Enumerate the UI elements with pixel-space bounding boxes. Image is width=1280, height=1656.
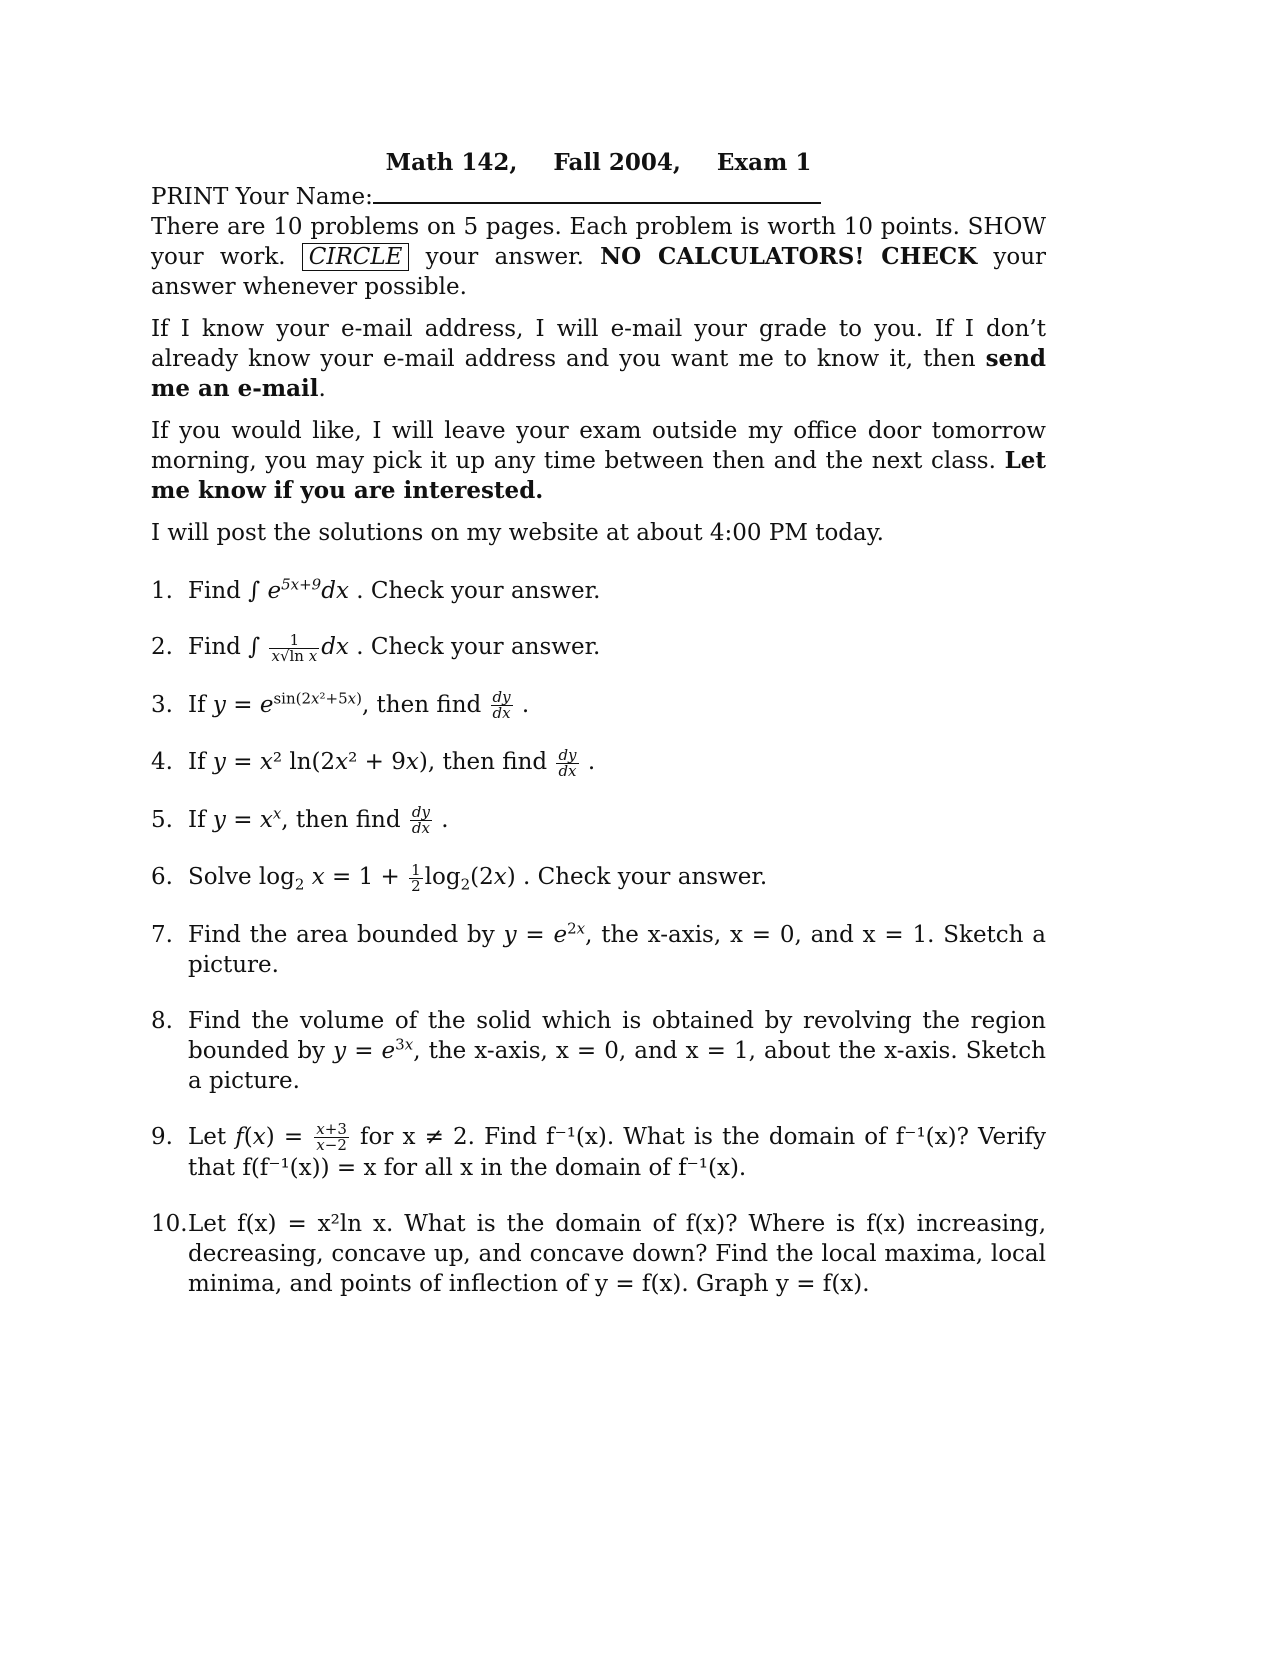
problem-3: 3. If $y = e^{sin(2x^2+5x)}$, then find $\frac{dy}{dx}$ . bbox=[151, 688, 530, 722]
pickup-text: If you would like, I will leave your exam outside my office door tomorrow morning, you may pick it up any time between then and the next class. bbox=[151, 418, 1046, 474]
problem-list bbox=[151, 576, 1046, 1299]
instructions-paragraph-2: If I know your e-mail address, I will e-mail your grade to you. If I don’t already know your e-mail address and you want me to know it, then send me an e-mail. bbox=[151, 316, 1046, 402]
circle-box: CIRCLE bbox=[302, 243, 410, 271]
course-label: Math 142, bbox=[385, 149, 518, 176]
instr-text-c: your answer whenever possible. bbox=[151, 244, 1047, 300]
problem-2: 2. Find ∫ $\frac{1}{\text{x√ln x}}$ dx . Check your answer. bbox=[151, 630, 601, 665]
term-label: Fall 2004, bbox=[553, 149, 681, 176]
problem-9: 9. Let f(x) = $\frac{x+3}{x-2}$ for x ≠ 2. Find f⁻¹(x). What is the domain of f⁻¹(x)? Verify that f(f⁻¹(x)) = x for all x in the domain of f⁻¹(x). bbox=[151, 1120, 1047, 1181]
exam-label: Exam 1 bbox=[716, 149, 812, 176]
pickup-bold: Let me know if you are interested. bbox=[151, 447, 1046, 504]
exam-page bbox=[151, 148, 1046, 1325]
name-row bbox=[151, 180, 1046, 212]
instructions-paragraph-3 bbox=[151, 416, 1046, 506]
instr-text-b: your answer. bbox=[425, 244, 584, 270]
problem-1: 1. Find ∫ $e^{5x+9}dx$ . Check your answer. bbox=[151, 575, 601, 604]
instructions-paragraph-4: I will post the solutions on my website at about 4:00 PM today. bbox=[151, 520, 884, 546]
exam-title bbox=[151, 148, 1046, 178]
problem-7: 7. Find the area bounded by $y = e^{2x}$, the x-axis, x = 0, and x = 1. Sketch a picture. bbox=[151, 918, 1047, 978]
no-calculators-bold: NO CALCULATORS! CHECK bbox=[600, 243, 978, 270]
email-text: If I know your e-mail address, I will e-mail your grade to you. If I don’t already know your e-mail address and you want me to know it, then bbox=[151, 316, 1046, 372]
problem-10: 10. Let f(x) = x²ln x. What is the domain of f(x)? Where is f(x) increasing, decreasing, concave up, and concave down? Find the local maxima, local minima, and points of inflection of y = f(x). Graph y = f(x). bbox=[151, 1211, 1046, 1297]
problem-8: 8. Find the volume of the solid which is obtained by revolving the region bounded by $y = e^{3x}$, the x-axis, x = 0, and x = 1, about the x-axis. Sketch a picture. bbox=[151, 1007, 1046, 1094]
name-label: PRINT Your Name: bbox=[151, 184, 373, 210]
instr-text-a: There are 10 problems on 5 pages. Each problem is worth 10 points. SHOW your work. bbox=[151, 214, 1046, 270]
instructions-paragraph-1 bbox=[151, 212, 1046, 302]
problem-5: 5. If $y = x^x$, then find $\frac{dy}{dx}$ . bbox=[151, 803, 449, 837]
problem-6: 6. Solve $\log_2 x = 1$ + $\frac{1}{2}$ $\log_2(2x)$ . Check your answer. bbox=[151, 860, 768, 895]
problem-4: 4. If y = x² ln(2x² + 9x), then find $\frac{dy}{dx}$ . bbox=[151, 745, 596, 780]
email-bold: send me an e-mail bbox=[151, 345, 1046, 402]
name-blank-line[interactable] bbox=[373, 180, 821, 204]
